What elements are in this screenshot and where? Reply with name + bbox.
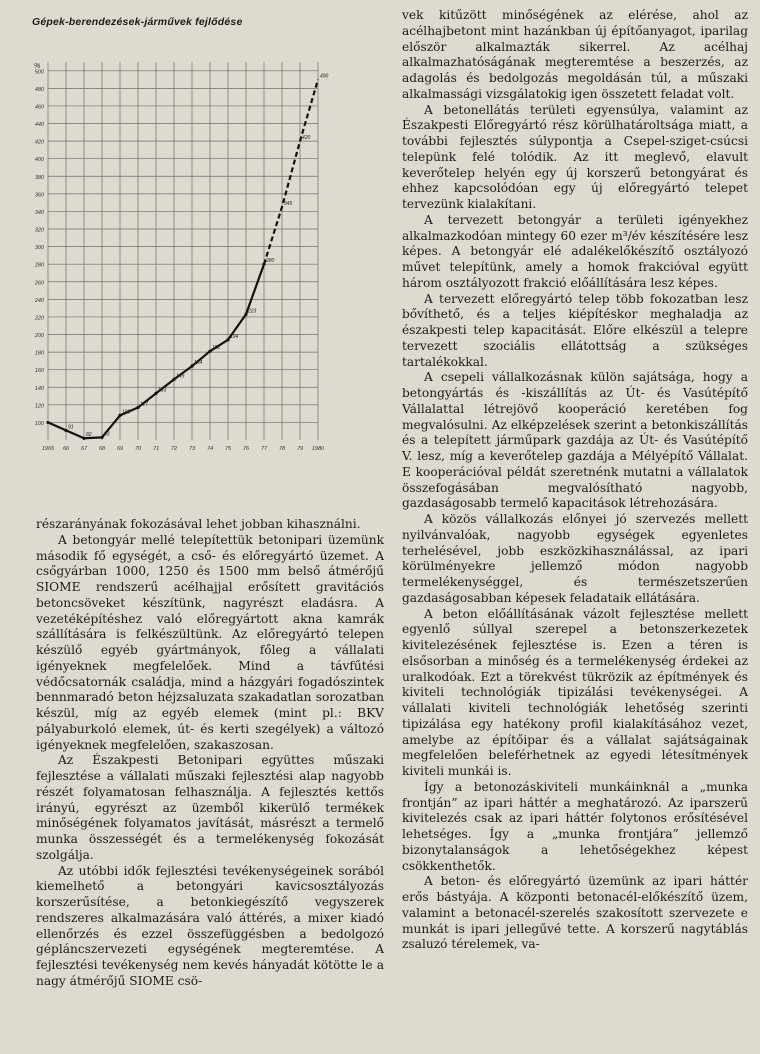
paragraph: Az Északpesti Betonipari együttes műszaki fejlesztése a vállalati műszaki fejlesztési alap nagyobb részét folyamatosan felhasználja. A fejlesztés kettős irányú, egyrészt az üzemből kikerülő termékek minőségének folyamatos javítását, másrészt a termelő munka összességét és a termelékenység fokozását szolgálja.: [36, 753, 384, 862]
data-label: 82: [86, 432, 92, 439]
y-tick-label: 120: [34, 403, 44, 410]
data-label: 83: [104, 431, 110, 438]
x-tick-label: 79: [296, 446, 304, 452]
data-label: 345: [284, 201, 293, 208]
paragraph: Az utóbbi idők fejlesztési tevékenységeinek sorából kiemelhető a betongyári kavicsosztályozás korszerűsítése, a betonkiegészítő vegyszerek rendszeres alkalmazására való áttérés, a mixer kiadó ellenőrzés és ezzel összefüggésben a bedolgozó gépláncszervezeti egységének megteremtése. A fejlesztési tevékenység nem kevés hányadát kötötte le a nagy átmérőjű SIOME csö-: [36, 863, 384, 988]
paragraph: A tervezett betongyár a területi igényekhez alkalmazkodóan mintegy 60 ezer m³/év készítésére lesz képes. A betongyár elé adalékelőkészítő osztályozó művet telepítünk, amely a homok frakcióval együtt három osztályozott frakció előállítására lesz képes.: [402, 212, 748, 290]
y-tick-label: 500: [34, 69, 44, 76]
data-label: 91: [68, 424, 74, 431]
data-label: 194: [230, 333, 239, 340]
y-axis-unit-label: %: [34, 63, 41, 70]
planned-series-line: [264, 80, 318, 265]
paragraph: A csepeli vállalkozásnak külön sajátsága, hogy a betongyártás és -kiszállítás az Út- és Vasútépítő Vállalattal létrejövő kooperáció keretében fog megvalósulni. Az elképzelések szerint a betonkiszállítás és a telepített járműpark gazdája az Út- és Vasútépítő V. lesz, míg a keverőtelep gazdája a Mélyépítő Vállalat. E kooperációval példát szeretnénk mutatni a vállalatok összefogásában megvalósítható nagyobb, gazdaságosabb termelő kapacitások létrehozására.: [402, 370, 748, 511]
x-tick-label: 74: [206, 446, 214, 452]
data-label: 223: [248, 308, 257, 315]
paragraph: A beton előállításának vázolt fejlesztése mellett egyenlő súllyal szerepel a betonszerkezetek kivitelezésének fejlesztése is. Ezen a téren is elsősorban a minőség és a termelékenység érdekei az uralkodóak. Ezt a törekvést tükrözik az építmények és kiviteli technológiák tipizálási tevékenységei. A vállalati kiviteli technológiák lehetőség szerinti tipizálása egy hatékony profil kialakításához vezet, amelybe az építőipar és a vállalat sajátságainak megfelelően beleférhetnek az egyedi létesítmények kiviteli munkái is.: [402, 606, 748, 778]
x-tick-label: 68: [98, 446, 106, 452]
x-tick-label: 70: [134, 446, 142, 452]
data-label: 490: [320, 73, 329, 80]
y-tick-label: 340: [34, 209, 44, 216]
x-tick-label: 67: [80, 446, 88, 452]
data-label: 149: [176, 373, 185, 380]
y-tick-label: 400: [34, 157, 44, 164]
data-label: 117: [140, 401, 148, 408]
data-label: 420: [302, 135, 311, 142]
paragraph: A beton- és előregyártó üzemünk az ipari háttér erős bástyája. A központi betonacél-előkészítő üzem, valamint a betonacél-szerelés szakosított szervezete e munkát is ipari jellegűvé tette. A korszerű nagytáblás zsaluzó térelemek, va-: [402, 874, 748, 952]
data-label: 181: [212, 345, 221, 352]
y-tick-label: 200: [34, 333, 44, 340]
x-tick-label: 72: [170, 446, 178, 452]
data-label: 108: [122, 409, 131, 416]
x-tick-label: 1965: [41, 446, 55, 452]
y-tick-label: 460: [34, 104, 44, 111]
y-tick-label: 180: [34, 350, 44, 357]
x-tick-label: 78: [278, 446, 286, 452]
y-tick-label: 300: [34, 245, 44, 252]
y-tick-label: 160: [34, 368, 44, 375]
data-label: 133: [158, 387, 167, 394]
data-point: [46, 421, 49, 424]
left-text-column: [36, 517, 384, 990]
page-header: Gépek-berendezések-járművek fejlődése: [32, 16, 243, 28]
paragraph: A tervezett előregyártó telep több fokozatban lesz bővíthető, és a teljes kiépítéskor meghaladja az északpesti telep kapacitását. Előre elkészül a telepre tervezett szociális ellátottság a szükséges tartalékokkal.: [402, 291, 748, 369]
paragraph: részarányának fokozásával lehet jobban kihasználni.: [36, 517, 361, 531]
y-tick-label: 100: [34, 420, 44, 427]
y-tick-label: 280: [34, 262, 44, 269]
y-tick-label: 140: [34, 385, 44, 392]
y-tick-label: 480: [34, 86, 44, 93]
y-tick-label: 440: [34, 122, 44, 129]
x-tick-label: 71: [152, 446, 160, 452]
growth-line-chart: [24, 44, 386, 514]
data-label: 164: [194, 360, 203, 367]
y-tick-label: 240: [34, 297, 44, 304]
paragraph: A betongyár mellé telepítettük betonipari üzemünk második fő egységét, a cső- és előregyártó üzemet. A csőgyárban 1000, 1250 és 1500 mm belső átmérőjű SIOME rendszerű acélhajjal erősített gravitációs betoncsöveket készítünk, nagyrészt eladásra. A vezetéképítéshez való előregyártott akna kamrák szállítására is felkészültünk. Az előregyártó telepen készülő egyéb gyártmányok, főleg a vállalati igényeknek megfelelőek. Mind a távfűtési védőcsatornák családja, mind a házgyári fogadószintek bennmaradó beton héjzsaluzata szakadatlan sorozatban készül, míg az egyéb elemek (mint pl.: BKV pályaburkoló elemek, út- és kerti szegélyek) a változó igényeknek megfelelően, szakaszosan.: [36, 532, 384, 752]
paragraph: vek kitűzött minőségének az elérése, ahol az acélhajbetont mint hazánkban új építőanyagot, iparilag először alkalmazták sikerrel. Az acélhaj alkalmazhatóságának megteremtése a beszerzés, az adagolás és bedolgozás megoldásán túl, a műszaki alkalmassági vizsgálatokig igen összetett feladat volt.: [402, 8, 748, 101]
right-text-column: [402, 8, 748, 953]
paragraph: A közös vállalkozás előnyei jó szervezés mellett nyilvánvalóak, nagyobb egységek egyenletes terhelésével, jobb eszközkihasználással, az ipari körülményekre jellemző módon nagyobb termelékenységgel, és természetszerűen gazdaságosabban képesek feladataik ellátására.: [402, 512, 748, 605]
paragraph: Így a betonozáskiviteli munkáinknál a „munka frontján” az ipari háttér a meghatározó. Az iparszerű kivitelezés csak az ipari háttér folytonos erősítésével lehetséges. Így a „munka frontjára” jellemző bizonytalanságok a lehetőségekhez képest csökkenthetők.: [402, 779, 748, 873]
y-tick-label: 380: [34, 174, 44, 181]
y-tick-label: 220: [34, 315, 44, 322]
x-tick-label: 76: [242, 446, 250, 452]
data-label: 280: [266, 258, 275, 265]
x-tick-label: 73: [188, 446, 196, 452]
y-tick-label: 360: [34, 192, 44, 199]
y-tick-label: 320: [34, 227, 44, 234]
x-tick-label: 69: [116, 446, 124, 452]
x-tick-label: 66: [62, 446, 70, 452]
x-tick-label: 75: [224, 446, 232, 452]
paragraph: A betonellátás területi egyensúlya, valamint az Északpesti Előregyártó rész körülhatároltsága miatt, a további fejlesztés súlypontja a Csepel-sziget-csúcsi telepünk felé tolódik. Az itt meglevő, elavult keverőtelep helyén egy új korszerű betongyárat és ehhez kapcsolódóan egy új előregyártó telepet tervezünk kialakítani.: [402, 102, 748, 211]
x-tick-label: 1980: [311, 446, 325, 452]
y-tick-label: 420: [34, 139, 44, 146]
y-tick-label: 260: [34, 280, 44, 287]
x-tick-label: 77: [260, 446, 268, 452]
